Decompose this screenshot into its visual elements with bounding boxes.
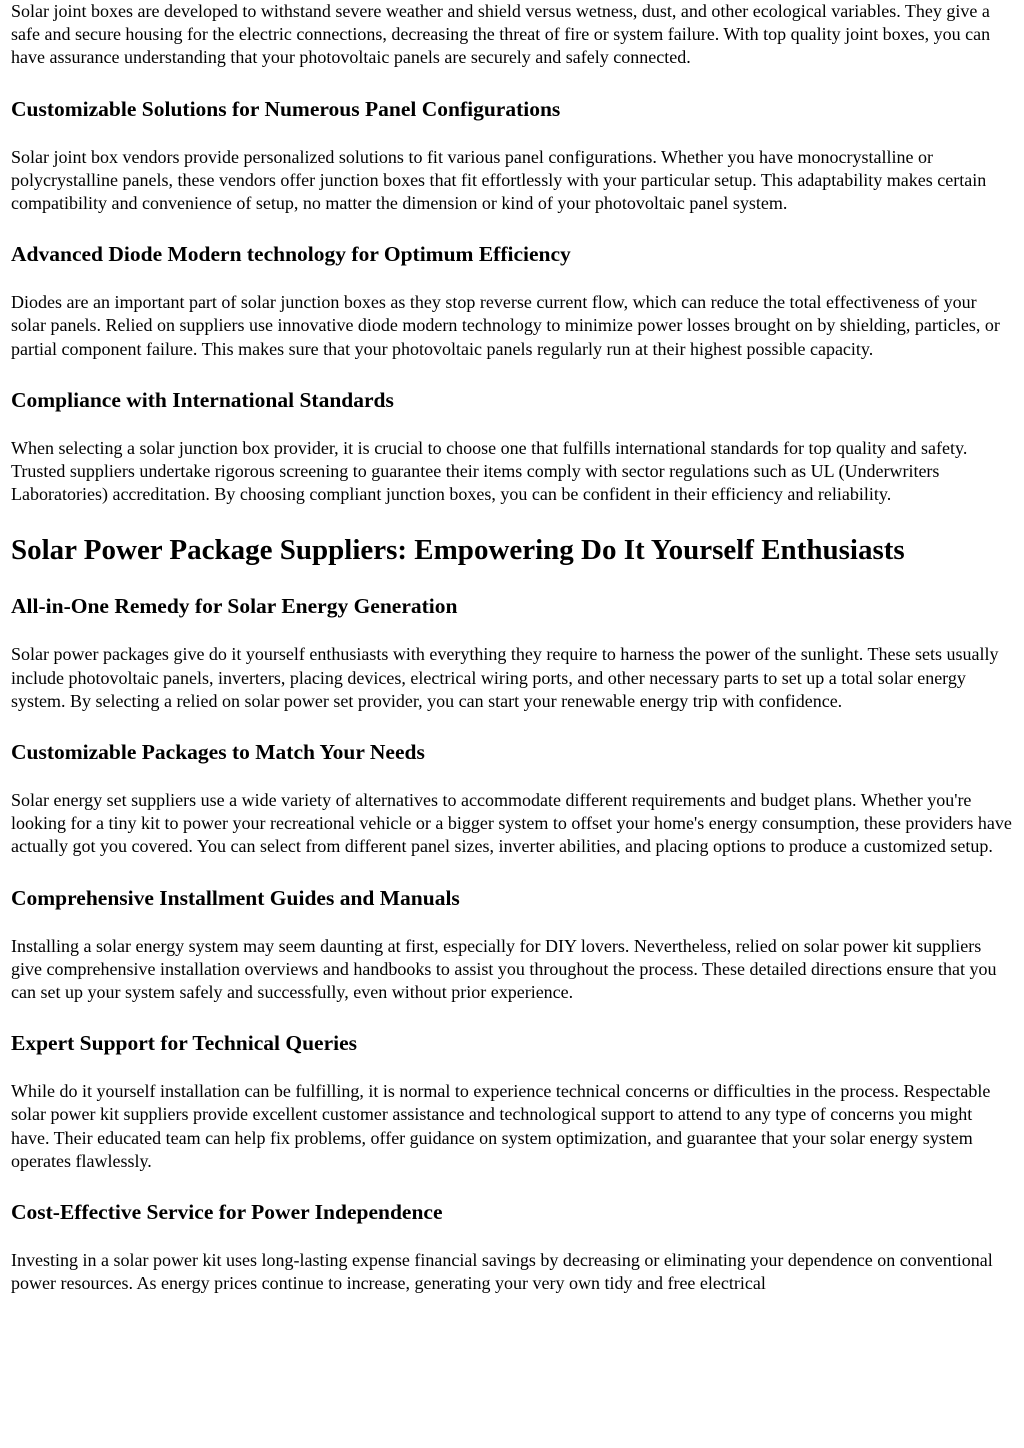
kit-heading-all-in-one: All-in-One Remedy for Solar Energy Generation xyxy=(11,594,458,619)
section-body-compliance: When selecting a solar junction box provider, it is crucial to choose one that fulfills international standards for top quality and safety. Trusted suppliers undertake rigorous screening to guarantee their items comply with sector regulations such as UL (Underwriters Laboratories) accreditation. By choosing compliant junction boxes, you can be confident in their efficiency and reliability. xyxy=(11,437,968,505)
kit-body-customizable: Solar energy set suppliers use a wide variety of alternatives to accommodate different requirements and budget plans. Whether you're looking for a tiny kit to power your recreational vehicle or a bigger system to offset your home's energy consumption, these providers have actually got you covered. You can select from different panel sizes, inverter abilities, and placing options to produce a customized setup. xyxy=(11,790,1012,857)
main-heading: Solar Power Package Suppliers: Empowering Do It Yourself Enthusiasts xyxy=(11,534,905,567)
kit-heading-cost: Cost-Effective Service for Power Independence xyxy=(11,1200,443,1225)
kit-body-all-in-one: Solar power packages give do it yourself enthusiasts with everything they require to harness the power of the sunlight. These sets usually include photovoltaic panels, inverters, placing devices, electrical wiring ports, and other necessary parts to set up a total solar energy system. By selecting a relied on solar power set provider, you can start your renewable energy trip with confidence. xyxy=(11,644,999,711)
section-heading-compliance: Compliance with International Standards xyxy=(11,387,394,412)
section-body-configurations: Solar joint box vendors provide personalized solutions to fit various panel configurations. Whether you have monocrystalline or polycrystalline panels, these vendors offer junction boxes that fit effortlessly with your particular setup. This adaptability makes certain compatibility and convenience of setup, no matter the dimension or kind of your photovoltaic panel system. xyxy=(11,146,987,214)
kit-body-guides: Installing a solar energy system may seem daunting at first, especially for DIY lovers. Nevertheless, relied on solar power kit suppliers give comprehensive installation overviews and handbooks to assist you throughout the process. These detailed directions ensure that you can set up your system safely and successfully, even without prior experience. xyxy=(11,935,997,1003)
section-heading-configurations: Customizable Solutions for Numerous Panel Configurations xyxy=(11,96,561,121)
section-heading-diode: Advanced Diode Modern technology for Optimum Efficiency xyxy=(11,242,571,267)
kit-heading-guides: Comprehensive Installment Guides and Manuals xyxy=(11,885,460,910)
kit-body-support: While do it yourself installation can be fulfilling, it is normal to experience technical concerns or difficulties in the process. Respectable solar power kit suppliers provide excellent customer assistance and technological support to attend to any type of concerns you might have. Their educated team can help fix problems, offer guidance on system optimization, and guarantee that your solar energy system operates flawlessly. xyxy=(11,1081,991,1171)
section-body-diode: Diodes are an important part of solar junction boxes as they stop reverse current flow, which can reduce the total effectiveness of your solar panels. Relied on suppliers use innovative diode modern technology to minimize power losses brought on by shielding, particles, or partial component failure. This makes sure that your photovoltaic panels regularly run at their highest possible capacity. xyxy=(11,292,1000,359)
intro-paragraph: Solar joint boxes are developed to withstand severe weather and shield versus wetness, dust, and other ecological variables. They give a safe and secure housing for the electric connections, decreasing the threat of fire or system failure. With top quality joint boxes, you can have assurance understanding that your photovoltaic panels are securely and safely connected. xyxy=(11,1,991,68)
kit-body-cost: Investing in a solar power kit uses long-lasting expense financial savings by decreasing or eliminating your dependence on conventional power resources. As energy prices continue to increase, generating your very own tidy and free electrical xyxy=(11,1250,993,1294)
kit-heading-support: Expert Support for Technical Queries xyxy=(11,1031,358,1056)
kit-heading-customizable: Customizable Packages to Match Your Needs xyxy=(11,740,425,765)
